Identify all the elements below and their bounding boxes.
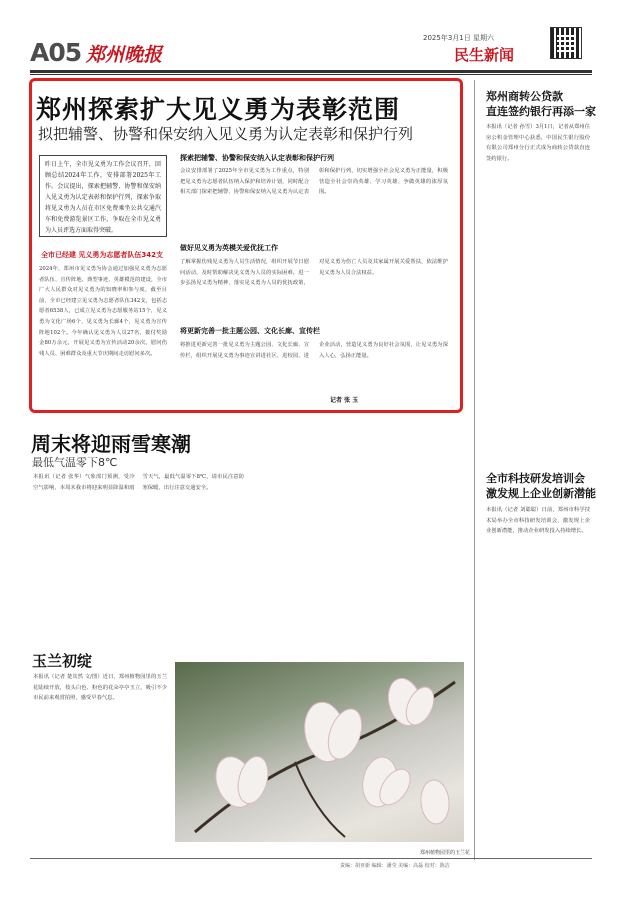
main-subheadline: 拟把辅警、协警和保安纳入见义勇为认定表彰和保护行列 — [38, 125, 414, 143]
magnolia-headline: 玉兰初绽 — [32, 652, 93, 670]
header-divider-thin — [30, 74, 592, 75]
right-headline-2: 全市科技研发培训会 — [486, 472, 585, 485]
photo-caption: 郑州植物园里的玉兰花 — [420, 850, 471, 856]
magnolia-blossom-icon — [175, 662, 464, 842]
magnolia-photo — [175, 662, 464, 842]
weather-subheadline: 最低气温零下8℃ — [32, 456, 118, 469]
right-headline-1: 郑州商转公贷款 — [486, 90, 563, 103]
article-column-1: 2024年，郑州市见义勇为协会通过加强见义勇为志愿者队伍、宣传阵地、典型事迹、英雄模范的建设，全市广大人民群众对见义勇为的知晓率和参与度，截至目前，全市已经建立见义勇为志愿者队伍342支，包括志愿者6538人，已成立见义勇为志愿服务站15个，见义勇为文化广场6个，见义勇为长廊4个，见义勇为宣传阵地102个。今年确认见义勇为人员27名，拨付奖励金80万余元，开展见义勇为宣传活动20余次，慰问伤残人员、困难群众及重大节庆期间走访慰问多次。 — [39, 266, 167, 357]
newspaper-logo: 郑州晚报 — [86, 44, 163, 66]
subtitle-auxiliary-police: 探索把辅警、协警和保安纳入认定表彰和保护行列 — [180, 154, 334, 162]
subtitle-volunteer-teams: 全市已经建 见义勇为志愿者队伍342支 — [41, 251, 164, 259]
subtitle-parks: 将更新完善一批主题公园、文化长廊、宣传栏 — [180, 327, 320, 335]
article-column-3: 了解掌握伤残见义勇为人员生活情况，组织开展节日慰问活动，及时帮助解决见义勇为人员的实际困难，进一步弘扬见义勇为精神，落实见义勇为人员的优抚政策，对见义勇为伤亡人员及其家属开展关爱帮扶，依法维护见义勇为人员合法权益。 — [180, 259, 448, 287]
header-divider — [30, 70, 592, 73]
right-article-2: 本报讯（记者 刘聪聪）日前，郑州市科学技术局举办全市科技研发培训会，激发规上企业创新潜能，推动企业研发投入持续增长。 — [486, 507, 590, 535]
subtitle-care-work: 做好见义勇为英模关爱优抚工作 — [180, 244, 278, 252]
weather-headline: 周末将迎雨雪寒潮 — [31, 432, 191, 456]
right-headline-2b: 激发规上企业创新潜能 — [486, 487, 596, 500]
intro-box: 昨日上午，全市见义勇为工作会议召开，回顾总结2024年工作，安排部署2025年工作。会议提出，探索把辅警、协警和保安纳入见义勇为认定表彰和保护行列，探索争取将见义勇为人员在市区免费乘坐公共交通汽车和免费游览景区工作，争取在全市见义勇为人员评选方面取得突破。 — [39, 155, 167, 237]
reporter-byline: 记者 张 玉 — [330, 397, 359, 404]
qr-code-icon — [550, 27, 582, 59]
article-column-4: 将推进更新完善一批见义勇为主题公园、文化长廊、宣传栏，组织开展见义勇为事迹宣讲进社区、进校园、进企业活动，营造见义勇为良好社会氛围，让见义勇为深入人心，弘扬正能量。 — [180, 342, 448, 359]
issue-date: 2025年3月1日 星期六 — [423, 34, 494, 42]
article-column-2: 会议安排部署了2025年全市见义勇为工作重点，特别把见义勇为志愿者队伍纳入保护和培养计划，同时配合相关部门探索把辅警、协警和保安纳入见义勇为认定表彰和保护行列，切实增强全社会见义勇为正能量，积极营造全社会崇尚英雄、学习英雄、争做英雄的浓厚氛围。 — [180, 168, 448, 196]
main-headline: 郑州探索扩大见义勇为表彰范围 — [36, 95, 401, 124]
page-number: A05 — [30, 38, 82, 67]
magnolia-article: 本报讯（记者 楚其然 文/图）近日，郑州植物园里的玉兰花陆续开放，枝头白色、粉色的花朵亭亭玉立，吸引不少市民前来观赏拍照，感受早春气息。 — [33, 674, 167, 702]
footer-divider — [30, 858, 592, 859]
section-title: 民生新闻 — [454, 46, 515, 64]
weather-article: 本报讯（记者 张华）气象部门预测，受冷空气影响，本周末我市将迎来明显降温和雨雪天气，最低气温零下8℃，请市民注意防寒保暖，出行注意交通安全。 — [33, 474, 244, 491]
editor-credits: 责编：胡亚新 编辑：潘莹 美编：高磊 校对：陈洁 — [340, 863, 450, 869]
right-article-1: 本报讯（记者 孙雪）3月1日，记者从郑州住房公积金管理中心获悉，中国民生银行股份有限公司郑州分行正式成为商转公贷款直连签约银行。 — [486, 124, 590, 162]
right-headline-1b: 直连签约银行再添一家 — [486, 105, 596, 118]
column-divider — [474, 80, 475, 860]
